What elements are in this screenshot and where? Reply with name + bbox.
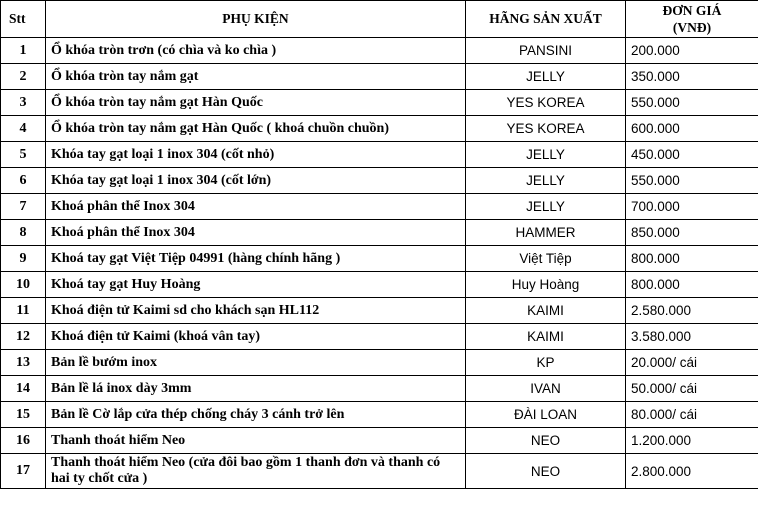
cell-price: 800.000 (626, 272, 758, 298)
cell-price: 2.800.000 (626, 454, 758, 489)
cell-stt: 12 (1, 324, 46, 350)
cell-item: Khóa tay gạt loại 1 inox 304 (cốt nhỏ) (46, 142, 466, 168)
cell-maker: JELLY (466, 194, 626, 220)
cell-item: Khoá phân thể Inox 304 (46, 194, 466, 220)
cell-price: 20.000/ cái (626, 350, 758, 376)
cell-stt: 8 (1, 220, 46, 246)
cell-item: Bản lề Cờ lắp cửa thép chống cháy 3 cánh trở lên (46, 402, 466, 428)
cell-stt: 1 (1, 38, 46, 64)
table-row (1, 168, 758, 194)
cell-item: Ổ khóa tròn tay nắm gạt (46, 64, 466, 90)
header-row (1, 1, 758, 38)
header-stt: Stt (1, 1, 46, 38)
table-row (1, 272, 758, 298)
cell-maker: YES KOREA (466, 116, 626, 142)
cell-item: Khoá tay gạt Huy Hoàng (46, 272, 466, 298)
table-row (1, 376, 758, 402)
cell-item: Khóa tay gạt loại 1 inox 304 (cốt lớn) (46, 168, 466, 194)
cell-stt: 16 (1, 428, 46, 454)
cell-item: Bản lề bướm inox (46, 350, 466, 376)
cell-price: 600.000 (626, 116, 758, 142)
table-body (1, 38, 758, 489)
cell-maker: NEO (466, 454, 626, 489)
cell-maker: KP (466, 350, 626, 376)
cell-maker: PANSINI (466, 38, 626, 64)
cell-maker: Việt Tiệp (466, 246, 626, 272)
cell-maker: JELLY (466, 64, 626, 90)
cell-stt: 15 (1, 402, 46, 428)
table-row (1, 194, 758, 220)
table-row (1, 64, 758, 90)
cell-price: 850.000 (626, 220, 758, 246)
cell-item: Ổ khóa tròn trơn (có chìa và ko chìa ) (46, 38, 466, 64)
table-row (1, 454, 758, 489)
table-row (1, 142, 758, 168)
cell-item: Bản lề lá inox dày 3mm (46, 376, 466, 402)
cell-item: Ổ khóa tròn tay nắm gạt Hàn Quốc (46, 90, 466, 116)
table-row (1, 298, 758, 324)
cell-maker: NEO (466, 428, 626, 454)
cell-item: Khoá tay gạt Việt Tiệp 04991 (hàng chính hãng ) (46, 246, 466, 272)
table-header (1, 1, 758, 38)
table-row (1, 90, 758, 116)
cell-maker: YES KOREA (466, 90, 626, 116)
table-row (1, 116, 758, 142)
cell-price: 350.000 (626, 64, 758, 90)
cell-price: 800.000 (626, 246, 758, 272)
cell-item: Ổ khóa tròn tay nắm gạt Hàn Quốc ( khoá chuồn chuồn) (46, 116, 466, 142)
cell-stt: 2 (1, 64, 46, 90)
cell-stt: 5 (1, 142, 46, 168)
cell-price: 3.580.000 (626, 324, 758, 350)
cell-price: 450.000 (626, 142, 758, 168)
table-row (1, 246, 758, 272)
cell-item: Thanh thoát hiểm Neo (46, 428, 466, 454)
table-row (1, 402, 758, 428)
cell-item: Thanh thoát hiểm Neo (cửa đôi bao gồm 1 thanh đơn và thanh có hai ty chốt cửa ) (46, 454, 466, 489)
table-row (1, 220, 758, 246)
cell-price: 2.580.000 (626, 298, 758, 324)
cell-price: 550.000 (626, 90, 758, 116)
cell-stt: 13 (1, 350, 46, 376)
cell-price: 50.000/ cái (626, 376, 758, 402)
cell-maker: JELLY (466, 168, 626, 194)
header-price-line1: ĐƠN GIÁ (662, 3, 722, 18)
cell-price: 700.000 (626, 194, 758, 220)
cell-item: Khoá phân thể Inox 304 (46, 220, 466, 246)
cell-price: 550.000 (626, 168, 758, 194)
cell-maker: KAIMI (466, 324, 626, 350)
table-row (1, 428, 758, 454)
cell-maker: HAMMER (466, 220, 626, 246)
cell-stt: 11 (1, 298, 46, 324)
header-price-line2: (VNĐ) (672, 20, 712, 35)
header-maker: HÃNG SẢN XUẤT (466, 1, 626, 38)
cell-maker: KAIMI (466, 298, 626, 324)
cell-maker: Huy Hoàng (466, 272, 626, 298)
cell-item: Khoá điện tử Kaimi (khoá vân tay) (46, 324, 466, 350)
cell-price: 1.200.000 (626, 428, 758, 454)
cell-stt: 17 (1, 454, 46, 489)
cell-stt: 14 (1, 376, 46, 402)
header-item: PHỤ KIỆN (46, 1, 466, 38)
table-row (1, 38, 758, 64)
cell-item: Khoá điện tử Kaimi sd cho khách sạn HL112 (46, 298, 466, 324)
cell-stt: 4 (1, 116, 46, 142)
cell-stt: 3 (1, 90, 46, 116)
cell-maker: JELLY (466, 142, 626, 168)
table-row (1, 324, 758, 350)
cell-maker: IVAN (466, 376, 626, 402)
cell-stt: 6 (1, 168, 46, 194)
cell-maker: ĐÀI LOAN (466, 402, 626, 428)
header-price (626, 1, 758, 38)
cell-stt: 9 (1, 246, 46, 272)
cell-price: 200.000 (626, 38, 758, 64)
cell-price: 80.000/ cái (626, 402, 758, 428)
cell-stt: 7 (1, 194, 46, 220)
cell-stt: 10 (1, 272, 46, 298)
table-row (1, 350, 758, 376)
